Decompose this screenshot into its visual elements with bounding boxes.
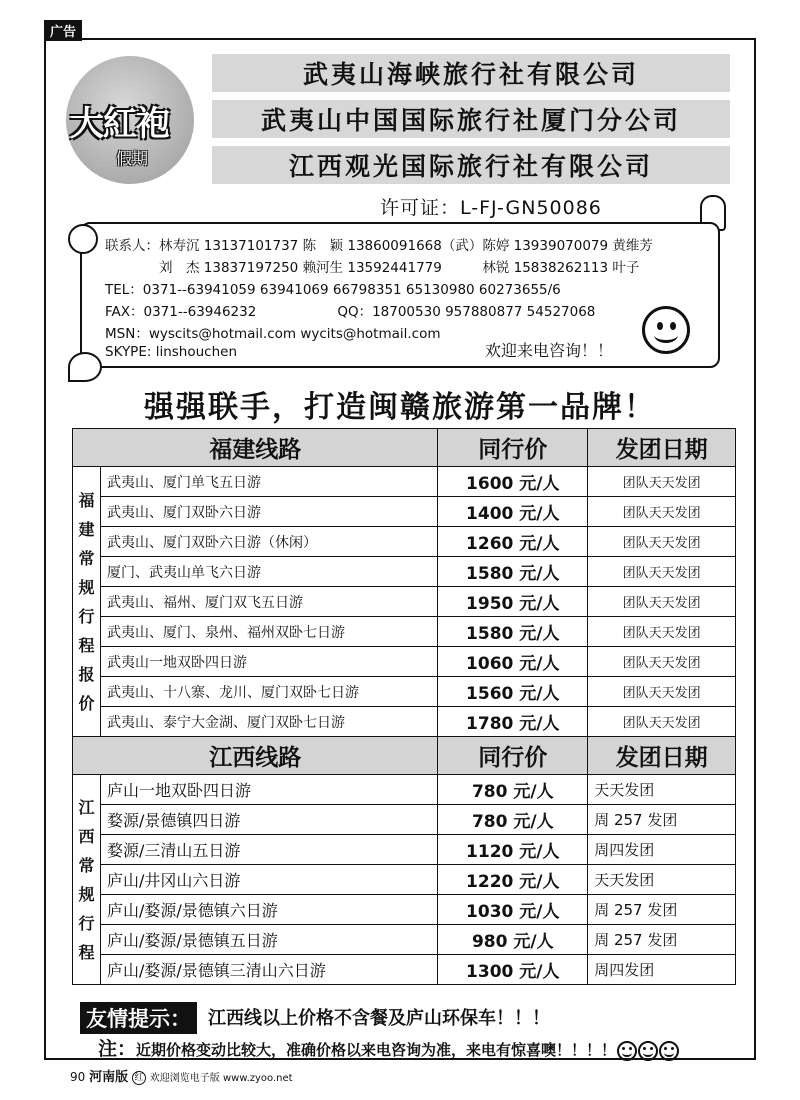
fujian-side-char: 报 [78, 664, 95, 684]
fujian-date-cell: 团队天天发团 [588, 617, 736, 647]
jiangxi-side-char: 规 [78, 884, 95, 904]
fujian-date-cell: 团队天天发团 [588, 497, 736, 527]
page-footer [70, 1066, 293, 1085]
jiangxi-row [73, 895, 736, 925]
jiangxi-row [73, 805, 736, 835]
jiangxi-price-cell: 780 元/人 [438, 805, 588, 835]
fujian-header-route: 福建线路 [73, 429, 438, 467]
fujian-row [73, 527, 736, 557]
fujian-price-cell: 1260 元/人 [438, 527, 588, 557]
fujian-date-cell: 团队天天发团 [588, 647, 736, 677]
fujian-date-cell: 团队天天发团 [588, 467, 736, 497]
fujian-row [73, 647, 736, 677]
jiangxi-route-cell: 庐山一地双卧四日游 [100, 775, 437, 805]
contact-msn: MSN：wyscits@hotmail.com wycits@hotmail.com [105, 326, 441, 342]
contact-fax-qq: FAX：0371--63946232 QQ：18700530 957880877 54527068 [105, 304, 596, 320]
contact-tel: TEL：0371--63941059 63941069 66798351 65130980 60273655/6 [105, 282, 561, 298]
fujian-price-cell: 1580 元/人 [438, 557, 588, 587]
fujian-date-cell: 团队天天发团 [588, 677, 736, 707]
fujian-route-cell: 武夷山、泰宁大金湖、厦门双卧七日游 [100, 707, 437, 737]
website-text: 欢迎浏览电子版 www.zyoo.net [149, 1073, 293, 1084]
company-name-2: 武夷山中国国际旅行社厦门分公司 [212, 100, 730, 138]
jiangxi-row [73, 865, 736, 895]
tip-text: 江西线以上价格不含餐及庐山环保车！！！ [208, 1008, 550, 1029]
jiangxi-price-cell: 1300 元/人 [438, 955, 588, 985]
page-number: 90 [70, 1070, 86, 1084]
fujian-row [73, 677, 736, 707]
note-text: 近期价格变动比较大，准确价格以来电咨询为准，来电有惊喜噢！！！！ [136, 1041, 617, 1059]
fujian-side-label [73, 467, 101, 737]
smiley-icon [659, 1041, 679, 1061]
price-table [72, 428, 736, 985]
fujian-row [73, 497, 736, 527]
contact-line-1: 联系人：林寿沉 13137101737 陈 颖 13860091668（武）陈婷 13939070079 黄维芳 [105, 238, 653, 254]
fujian-price-cell: 1950 元/人 [438, 587, 588, 617]
fujian-route-cell: 武夷山、厦门双卧六日游（休闲） [100, 527, 437, 557]
jiangxi-date-cell: 周 257 发团 [588, 925, 736, 955]
fujian-side-char: 程 [78, 635, 95, 655]
fujian-side-char: 福 [78, 490, 95, 510]
jiangxi-date-cell: 周 257 发团 [588, 895, 736, 925]
jiangxi-price-cell: 1220 元/人 [438, 865, 588, 895]
jiangxi-route-cell: 庐山/婺源/景德镇三清山六日游 [100, 955, 437, 985]
ad-tag: 广告 [44, 20, 82, 41]
fujian-route-cell: 武夷山、厦门单飞五日游 [100, 467, 437, 497]
jiangxi-row [73, 955, 736, 985]
jiangxi-price-cell: 980 元/人 [438, 925, 588, 955]
fujian-header-price: 同行价 [438, 429, 588, 467]
smiley-icon [638, 1041, 658, 1061]
jiangxi-header-date: 发团日期 [588, 737, 736, 775]
jiangxi-header-price: 同行价 [438, 737, 588, 775]
fujian-header-date: 发团日期 [588, 429, 736, 467]
jiangxi-row [73, 775, 736, 805]
logo-sub-text: 假期 [116, 149, 149, 168]
fujian-side-char: 价 [78, 693, 95, 713]
jiangxi-date-cell: 周四发团 [588, 955, 736, 985]
note-label: 注： [98, 1038, 137, 1060]
jiangxi-route-cell: 婺源/景德镇四日游 [100, 805, 437, 835]
fujian-route-cell: 武夷山、厦门双卧六日游 [100, 497, 437, 527]
fujian-price-cell: 1580 元/人 [438, 617, 588, 647]
jiangxi-route-cell: 婺源/三清山五日游 [100, 835, 437, 865]
fujian-price-cell: 1400 元/人 [438, 497, 588, 527]
jiangxi-row [73, 925, 736, 955]
scroll-curl-left [68, 224, 98, 254]
jiangxi-side-char: 江 [78, 797, 95, 817]
jiangxi-date-cell: 天天发团 [588, 865, 736, 895]
edition-label: 河南版 [89, 1070, 129, 1085]
contact-skype: SKYPE: linshouchen [105, 344, 238, 360]
jiangxi-route-cell: 庐山/婺源/景德镇五日游 [100, 925, 437, 955]
fujian-header-row [73, 429, 736, 467]
fujian-route-cell: 厦门、武夷山单飞六日游 [100, 557, 437, 587]
fujian-row [73, 617, 736, 647]
jiangxi-side-char: 常 [78, 855, 95, 875]
fujian-price-cell: 1780 元/人 [438, 707, 588, 737]
company-name-3: 江西观光国际旅行社有限公司 [212, 146, 730, 184]
slogan: 强强联手，打造闽赣旅游第一品牌！ [144, 390, 656, 425]
jiangxi-side-char: 行 [78, 913, 95, 933]
jiangxi-side-char: 西 [78, 826, 95, 846]
fujian-price-cell: 1560 元/人 [438, 677, 588, 707]
fujian-row [73, 587, 736, 617]
jiangxi-price-cell: 1030 元/人 [438, 895, 588, 925]
jiangxi-date-cell: 天天发团 [588, 775, 736, 805]
tip-label: 友情提示： [80, 1002, 197, 1034]
fujian-date-cell: 团队天天发团 [588, 707, 736, 737]
note [98, 1034, 679, 1061]
fujian-route-cell: 武夷山、十八寨、龙川、厦门双卧七日游 [100, 677, 437, 707]
jiangxi-price-cell: 780 元/人 [438, 775, 588, 805]
fujian-price-cell: 1060 元/人 [438, 647, 588, 677]
fujian-price-cell: 1600 元/人 [438, 467, 588, 497]
jiangxi-row [73, 835, 736, 865]
welcome-text: 欢迎来电咨询！！ [485, 341, 614, 360]
fujian-row [73, 707, 736, 737]
jiangxi-route-cell: 庐山/婺源/景德镇六日游 [100, 895, 437, 925]
jiangxi-header-route: 江西线路 [73, 737, 438, 775]
jiangxi-route-cell: 庐山/井冈山六日游 [100, 865, 437, 895]
logo-main-text: 大紅袍 [70, 104, 169, 144]
jiangxi-date-cell: 周四发团 [588, 835, 736, 865]
fujian-route-cell: 武夷山、福州、厦门双飞五日游 [100, 587, 437, 617]
jiangxi-side-label [73, 775, 101, 985]
smiley-icon [642, 306, 690, 354]
fujian-route-cell: 武夷山、厦门、泉州、福州双卧七日游 [100, 617, 437, 647]
fujian-side-char: 常 [78, 548, 95, 568]
fujian-date-cell: 团队天天发团 [588, 587, 736, 617]
scroll-curl-bottom [68, 352, 102, 382]
fujian-route-cell: 武夷山一地双卧四日游 [100, 647, 437, 677]
jiangxi-side-char: 程 [78, 942, 95, 962]
license-number: 许可证：L-FJ-GN50086 [380, 197, 602, 219]
brand-logo [66, 56, 194, 184]
fujian-row [73, 557, 736, 587]
fujian-side-char: 建 [78, 519, 95, 539]
fujian-date-cell: 团队天天发团 [588, 557, 736, 587]
company-name-1: 武夷山海峡旅行社有限公司 [212, 54, 730, 92]
fujian-side-char: 行 [78, 606, 95, 626]
fujian-side-char: 规 [78, 577, 95, 597]
jiangxi-header-row [73, 737, 736, 775]
seal-icon: 红 [132, 1071, 146, 1085]
jiangxi-price-cell: 1120 元/人 [438, 835, 588, 865]
fujian-row [73, 467, 736, 497]
smiley-icon [617, 1041, 637, 1061]
jiangxi-date-cell: 周 257 发团 [588, 805, 736, 835]
fujian-date-cell: 团队天天发团 [588, 527, 736, 557]
contact-line-2: 刘 杰 13837197250 赖河生 13592441779 林锐 15838262113 叶子 [105, 260, 640, 276]
